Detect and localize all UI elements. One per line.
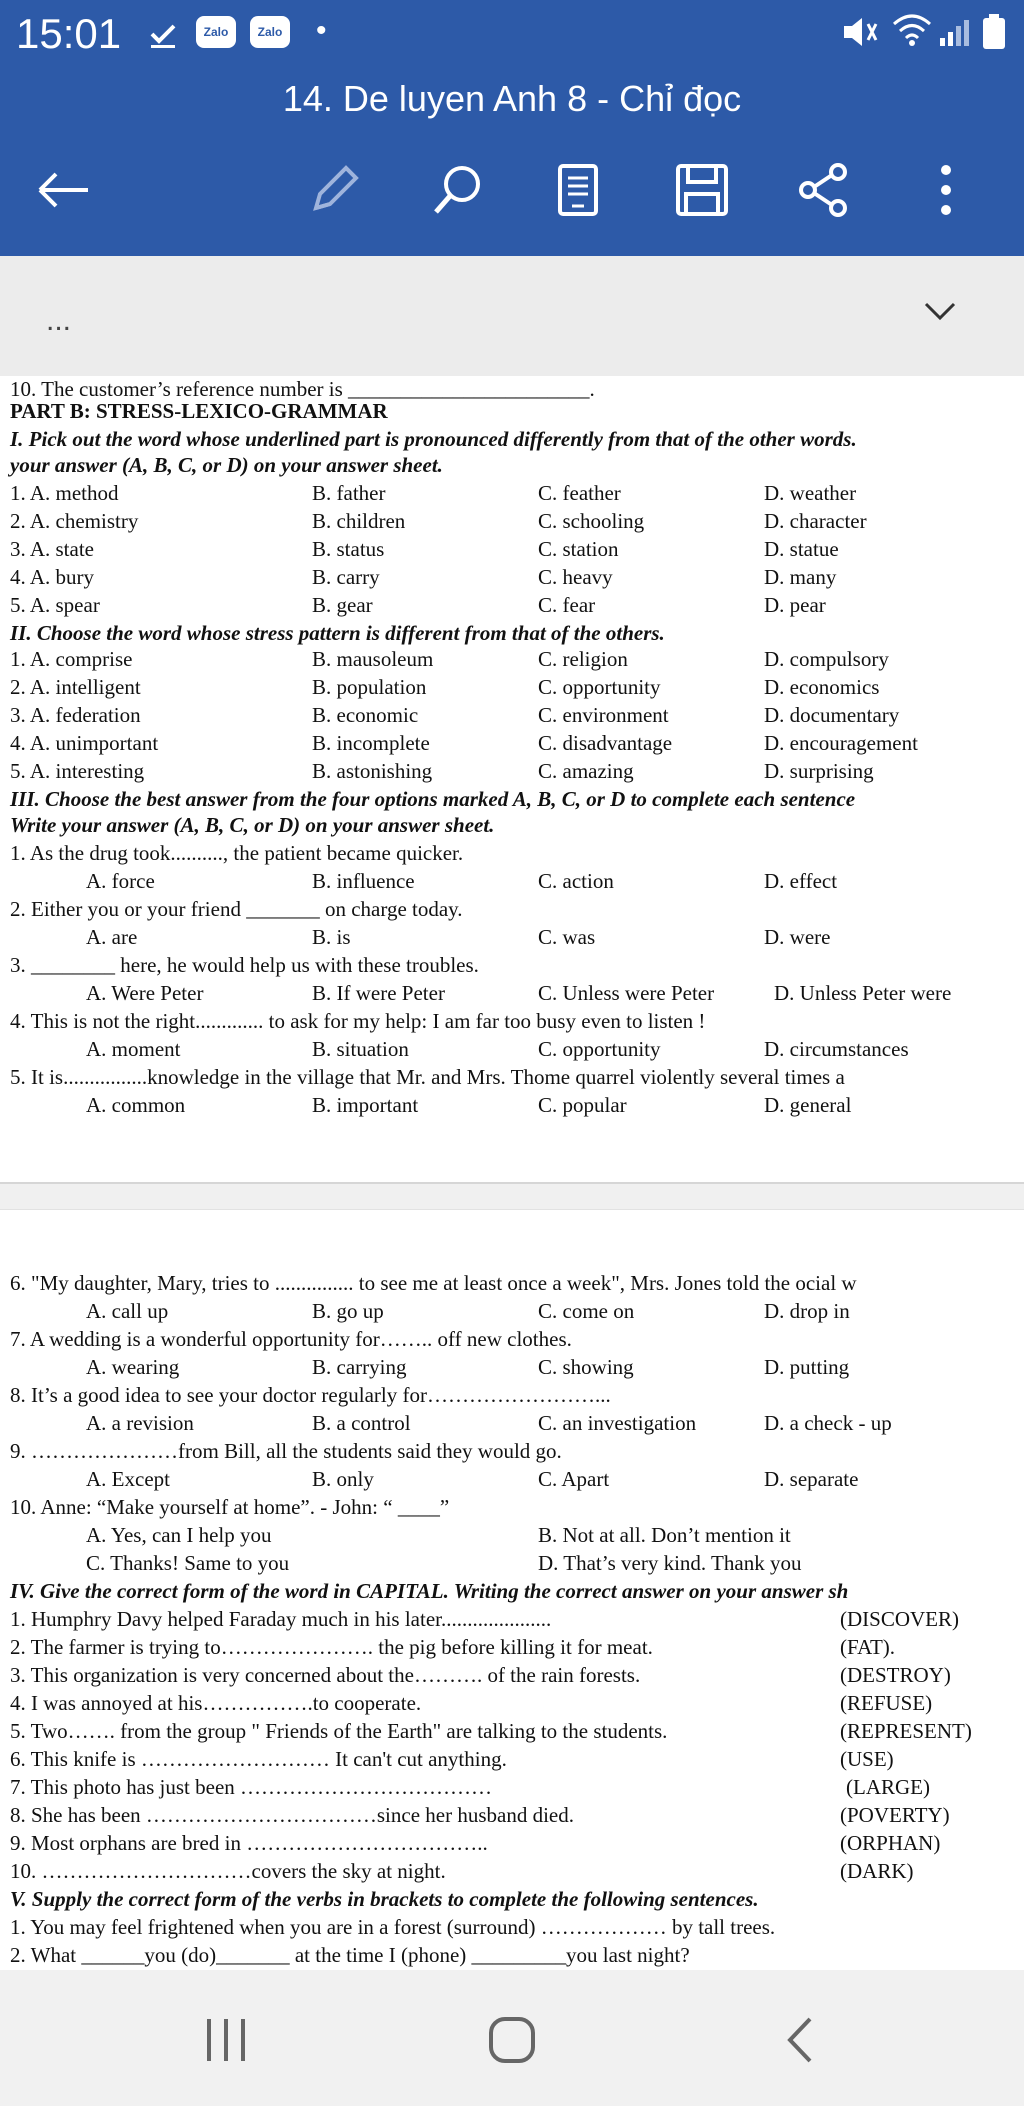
battery-icon (982, 14, 1006, 55)
stress-option: C. disadvantage (538, 731, 673, 755)
word-form-capital: (LARGE) (846, 1775, 930, 1799)
word-form-question: 10. …………………………covers the sky at night. (10, 1859, 446, 1883)
pron-option: B. status (312, 537, 385, 561)
answer-option: C. Thanks! Same to you (86, 1551, 290, 1575)
pron-option: C. schooling (538, 509, 645, 533)
section-2-heading: II. Choose the word whose stress pattern is different from that of the others. (10, 621, 665, 645)
document-title: 14. De luyen Anh 8 - Chỉ đọc (282, 78, 742, 119)
word-form-capital: (ORPHAN) (840, 1831, 941, 1855)
section-3-heading: III. Choose the best answer from the four options marked A, B, C, or D to complete each sentence (10, 787, 856, 811)
stress-option: D. surprising (764, 759, 874, 783)
signal-icon (938, 14, 972, 53)
q10-line: 10. The customer’s reference number is _______________________. (10, 377, 595, 401)
answer-option: D. drop in (764, 1299, 850, 1323)
answer-option: A. common (86, 1093, 186, 1117)
question-10: 10. Anne: “Make yourself at home”. - John: “ ____” (10, 1495, 450, 1519)
answer-option: D. putting (764, 1355, 850, 1379)
chevron-down-icon[interactable] (920, 296, 960, 331)
answer-option: B. Not at all. Don’t mention it (538, 1523, 791, 1547)
answer-option: B. carrying (312, 1355, 407, 1379)
answer-option: A. Were Peter (86, 981, 204, 1005)
section-1-heading: I. Pick out the word whose underlined part is pronounced differently from that of the other words. (10, 427, 857, 451)
section-1-heading-2: your answer (A, B, C, or D) on your answer sheet. (10, 453, 443, 477)
word-form-question: 8. She has been ……………………………since her husband died. (10, 1803, 574, 1827)
answer-option: A. Except (86, 1467, 170, 1491)
stress-option: B. economic (312, 703, 419, 727)
stress-option: D. encouragement (764, 731, 918, 755)
answer-option: B. important (312, 1093, 419, 1117)
pron-option: C. station (538, 537, 619, 561)
section-4-heading: IV. Give the correct form of the word in CAPITAL. Writing the correct answer on your answer sh (10, 1579, 849, 1603)
notification-dot-icon: • (316, 14, 327, 47)
answer-option: C. an investigation (538, 1411, 697, 1435)
section-3-heading-2: Write your answer (A, B, C, or D) on your answer sheet. (10, 813, 495, 837)
stress-option: B. incomplete (312, 731, 430, 755)
word-form-question: 6. This knife is ……………………… It can't cut anything. (10, 1747, 507, 1771)
verb-question-2: 2. What ______you (do)_______ at the time I (phone) _________you last night? (10, 1943, 690, 1967)
app-header (0, 0, 1024, 256)
word-form-capital: (USE) (840, 1747, 894, 1771)
document-page-1 (0, 376, 1024, 1182)
word-form-question: 3. This organization is very concerned about the………. of the rain forests. (10, 1663, 641, 1687)
home-icon[interactable] (472, 2000, 552, 2080)
word-form-capital: (DISCOVER) (840, 1607, 959, 1631)
pron-option: B. father (312, 481, 386, 505)
answer-option: D. separate (764, 1467, 859, 1491)
pron-option: B. gear (312, 593, 373, 617)
pron-option: D. character (764, 509, 867, 533)
answer-option: A. a revision (86, 1411, 194, 1435)
pron-option: D. weather (764, 481, 857, 505)
stress-option: B. mausoleum (312, 647, 434, 671)
word-form-question: 4. I was annoyed at his…………….to cooperate. (10, 1691, 422, 1715)
answer-option: C. Apart (538, 1467, 610, 1491)
word-form-capital: (REFUSE) (840, 1691, 933, 1715)
word-form-capital: (FAT). (840, 1635, 896, 1659)
zalo-icon: Zalo (196, 16, 236, 48)
status-bar (0, 0, 1024, 70)
stress-option: B. astonishing (312, 759, 433, 783)
word-form-capital: (DARK) (840, 1859, 914, 1883)
question-5: 5. It is................knowledge in the village that Mr. and Mrs. Thome quarrel violently several times a (10, 1065, 845, 1089)
search-icon[interactable] (428, 160, 488, 220)
answer-option: D. a check - up (764, 1411, 892, 1435)
stress-option: 5. A. interesting (10, 759, 145, 783)
pron-option: 1. A. method (10, 481, 119, 505)
answer-option: D. circumstances (764, 1037, 909, 1061)
stress-option: 3. A. federation (10, 703, 141, 727)
checkbox-icon (148, 20, 178, 55)
stress-option: C. opportunity (538, 675, 661, 699)
pron-option: 4. A. bury (10, 565, 94, 589)
answer-option: D. That’s very kind. Thank you (538, 1551, 802, 1575)
pron-option: D. many (764, 565, 837, 589)
answer-option: C. Unless were Peter (538, 981, 715, 1005)
answer-option: A. wearing (86, 1355, 180, 1379)
answer-option: C. showing (538, 1355, 634, 1379)
pron-option: C. fear (538, 593, 596, 617)
answer-option: C. action (538, 869, 614, 893)
pron-option: C. feather (538, 481, 621, 505)
word-form-question: 5. Two……. from the group " Friends of the Earth" are talking to the students. (10, 1719, 668, 1743)
pron-option: B. children (312, 509, 406, 533)
more-options-icon[interactable] (916, 160, 976, 220)
answer-option: C. popular (538, 1093, 627, 1117)
question-3: 3. ________ here, he would help us with these troubles. (10, 953, 479, 977)
word-form-capital: (REPRESENT) (840, 1719, 972, 1743)
stress-option: 2. A. intelligent (10, 675, 141, 699)
question-7: 7. A wedding is a wonderful opportunity for…….. off new clothes. (10, 1327, 572, 1351)
answer-option: B. situation (312, 1037, 409, 1061)
word-form-question: 1. Humphry Davy helped Faraday much in his later..................... (10, 1607, 552, 1631)
question-4: 4. This is not the right............. to ask for my help: I am far too busy even to listen ! (10, 1009, 706, 1033)
stress-option: C. environment (538, 703, 669, 727)
document-page-2 (0, 1210, 1024, 1970)
section-5-heading: V. Supply the correct form of the verbs in brackets to complete the following sentences. (10, 1887, 759, 1911)
answer-option: B. go up (312, 1299, 384, 1323)
pron-option: 2. A. chemistry (10, 509, 139, 533)
answer-option: D. general (764, 1093, 852, 1117)
stress-option: D. economics (764, 675, 880, 699)
system-nav-bar (0, 1970, 1024, 2106)
share-icon[interactable] (794, 160, 854, 220)
back-icon[interactable] (760, 2000, 840, 2080)
answer-option: A. are (86, 925, 138, 949)
pron-option: C. heavy (538, 565, 613, 589)
answer-option: D. were (764, 925, 831, 949)
answer-option: A. Yes, can I help you (86, 1523, 272, 1547)
answer-option: C. opportunity (538, 1037, 661, 1061)
mute-icon (840, 14, 880, 55)
answer-option: B. is (312, 925, 351, 949)
save-icon[interactable] (672, 160, 732, 220)
answer-option: B. a control (312, 1411, 411, 1435)
verb-question-1: 1. You may feel frightened when you are in a forest (surround) ……………… by tall trees. (10, 1915, 776, 1939)
answer-option: A. moment (86, 1037, 181, 1061)
stress-option: C. religion (538, 647, 628, 671)
stress-option: D. documentary (764, 703, 900, 727)
page-divider (0, 1182, 1024, 1210)
word-form-capital: (DESTROY) (840, 1663, 951, 1687)
recent-apps-icon[interactable] (186, 2000, 266, 2080)
word-form-question: 7. This photo has just been ……………………………… (10, 1775, 493, 1799)
pron-option: D. pear (764, 593, 826, 617)
document-subbar (0, 256, 1024, 376)
edit-pencil-icon[interactable] (304, 160, 364, 220)
part-b-heading: PART B: STRESS-LEXICO-GRAMMAR (10, 399, 388, 423)
answer-option: B. If were Peter (312, 981, 445, 1005)
answer-option: C. was (538, 925, 596, 949)
ellipsis-label[interactable]: ... (46, 304, 72, 337)
stress-option: D. compulsory (764, 647, 889, 671)
question-6: 6. "My daughter, Mary, tries to ............... to see me at least once a week", Mrs. Jones told the ocial w (10, 1271, 857, 1295)
word-form-capital: (POVERTY) (840, 1803, 950, 1827)
answer-option: D. Unless Peter were (774, 981, 952, 1005)
pron-option: 5. A. spear (10, 593, 100, 617)
answer-option: A. force (86, 869, 155, 893)
answer-option: B. only (312, 1467, 374, 1491)
answer-option: C. come on (538, 1299, 635, 1323)
wifi-icon (890, 12, 934, 53)
status-time: 15:01 (16, 10, 122, 57)
stress-option: 4. A. unimportant (10, 731, 159, 755)
pron-option: 3. A. state (10, 537, 94, 561)
reading-mode-icon[interactable] (548, 160, 608, 220)
pron-option: B. carry (312, 565, 380, 589)
stress-option: C. amazing (538, 759, 634, 783)
question-8: 8. It’s a good idea to see your doctor regularly for……………………... (10, 1383, 611, 1407)
word-form-question: 2. The farmer is trying to…………………. the pig before killing it for meat. (10, 1635, 653, 1659)
question-2: 2. Either you or your friend _______ on charge today. (10, 897, 463, 921)
question-9: 9. …………………from Bill, all the students said they would go. (10, 1439, 562, 1463)
stress-option: B. population (312, 675, 427, 699)
back-arrow-icon[interactable] (34, 160, 94, 220)
answer-option: B. influence (312, 869, 415, 893)
answer-option: D. effect (764, 869, 838, 893)
answer-option: A. call up (86, 1299, 169, 1323)
pron-option: D. statue (764, 537, 839, 561)
word-form-question: 9. Most orphans are bred in …………………………….. (10, 1831, 488, 1855)
question-1: 1. As the drug took.........., the patient became quicker. (10, 841, 464, 865)
zalo-icon-2: Zalo (250, 16, 290, 48)
stress-option: 1. A. comprise (10, 647, 133, 671)
